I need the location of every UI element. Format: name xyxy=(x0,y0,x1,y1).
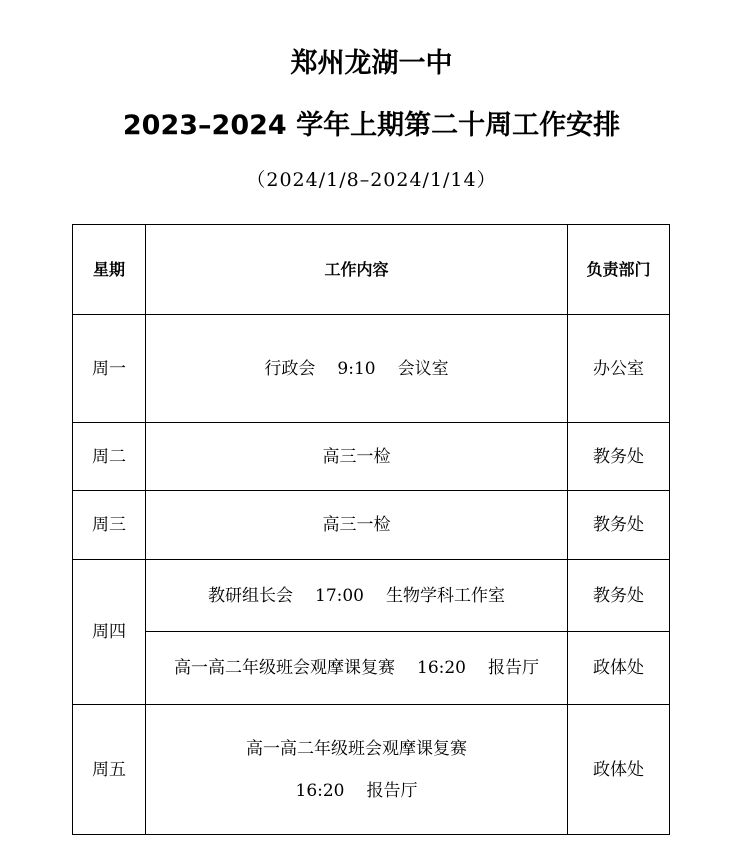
content-cell: 高三一检 xyxy=(146,491,568,560)
content-time: 17:00 xyxy=(315,585,364,606)
header-dept: 负责部门 xyxy=(568,225,670,315)
content-location: 报告厅 xyxy=(488,658,539,678)
day-cell: 周三 xyxy=(73,491,146,560)
date-range: （2024/1/8–2024/1/14） xyxy=(246,169,497,191)
content-cell xyxy=(146,560,568,632)
dept-cell: 教务处 xyxy=(568,491,670,560)
dept-cell: 政体处 xyxy=(568,632,670,705)
content-time: 9:10 xyxy=(337,358,376,379)
day-cell: 周二 xyxy=(73,423,146,491)
document-title: 2023–2024 学年上期第二十周工作安排 xyxy=(122,110,621,141)
content-location: 报告厅 xyxy=(366,780,418,801)
content-text: 高一高二年级班会观摩课复赛 xyxy=(174,658,395,678)
content-time: 16:20 xyxy=(295,780,345,801)
content-cell xyxy=(146,632,568,705)
content-cell xyxy=(146,705,568,835)
content-cell: 高三一检 xyxy=(146,423,568,491)
dept-cell: 教务处 xyxy=(568,423,670,491)
table-row-monday xyxy=(73,315,670,423)
content-detail xyxy=(146,770,567,812)
day-cell: 周四 xyxy=(73,560,146,705)
table-row-thursday-1 xyxy=(73,560,670,632)
table-row-thursday-2 xyxy=(73,632,670,705)
content-location: 会议室 xyxy=(397,358,449,379)
header-day: 星期 xyxy=(73,225,146,315)
content-text: 高一高二年级班会观摩课复赛 xyxy=(246,738,467,759)
dept-cell: 教务处 xyxy=(568,560,670,632)
header-content: 工作内容 xyxy=(146,225,568,315)
dept-cell: 办公室 xyxy=(568,315,670,423)
content-text: 行政会 xyxy=(264,358,316,379)
table-row-wednesday xyxy=(73,491,670,560)
dept-cell: 政体处 xyxy=(568,705,670,835)
day-cell: 周五 xyxy=(73,705,146,835)
schedule-table xyxy=(72,224,670,835)
day-cell: 周一 xyxy=(73,315,146,423)
content-location: 生物学科工作室 xyxy=(386,585,505,606)
table-row-tuesday xyxy=(73,423,670,491)
content-time: 16:20 xyxy=(417,658,466,678)
table-header-row xyxy=(73,225,670,315)
content-text: 教研组长会 xyxy=(208,585,293,606)
school-name: 郑州龙湖一中 xyxy=(290,48,453,79)
table-row-friday xyxy=(73,705,670,835)
content-cell xyxy=(146,315,568,423)
